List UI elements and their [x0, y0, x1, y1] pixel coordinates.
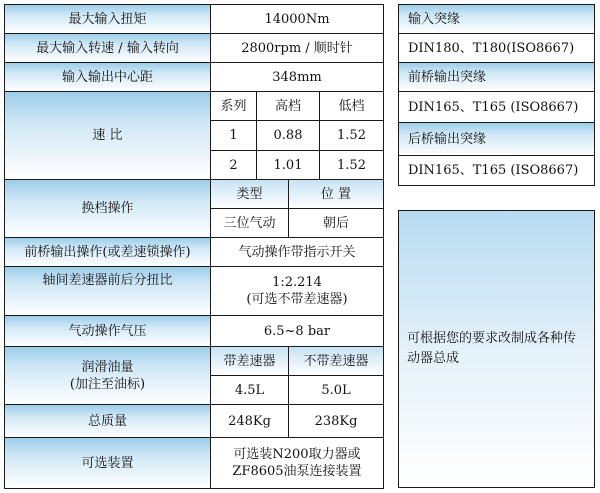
oil-label-line2: (加注至油标) [69, 376, 146, 392]
options-line1: 可选装N200取力器或 [233, 447, 361, 462]
ratio-header-high: 高档 [256, 91, 320, 121]
ratio-row2-low: 1.52 [319, 150, 384, 180]
ratio-row1-series: 1 [210, 120, 257, 151]
shift-label: 换档操作 [4, 179, 211, 238]
rear-output-flange-label: 后桥输出突缘 [398, 122, 595, 156]
ratio-row2-high: 1.01 [256, 150, 320, 180]
custom-note-box [398, 210, 595, 488]
shift-header-position: 位 置 [288, 179, 384, 209]
center-distance-value: 348mm [210, 62, 384, 92]
torque-split-label: 轴间差速器前后分扭比 [4, 266, 211, 316]
oil-header-with-diff: 带差速器 [210, 346, 289, 376]
oil-label [4, 346, 211, 405]
oil-without-diff-value: 5.0L [288, 375, 384, 405]
ratio-header-low: 低档 [319, 91, 384, 121]
torque-split-option: (可选不带差速器) [246, 292, 348, 307]
front-axle-op-value: 气动操作带指示开关 [210, 237, 384, 267]
front-output-flange-label: 前桥输出突缘 [398, 62, 595, 92]
ratio-header-series: 系列 [210, 91, 257, 121]
ratio-row1-high: 0.88 [256, 120, 320, 151]
max-speed-value: 2800rpm / 顺时针 [210, 33, 384, 63]
rear-output-flange-value: DIN165、T165 (ISO8667) [398, 155, 595, 186]
options-line2: ZF8605油泵连接装置 [232, 464, 362, 479]
mass-without-diff-value: 238Kg [288, 404, 384, 438]
options-value [210, 437, 384, 489]
torque-split-value [210, 266, 384, 316]
input-flange-value: DIN180、T180(ISO8667) [398, 33, 595, 63]
mass-with-diff-value: 248Kg [210, 404, 289, 438]
ratio-label: 速 比 [4, 91, 211, 180]
air-pressure-value: 6.5~8 bar [210, 315, 384, 347]
max-speed-label: 最大输入转速 / 输入转向 [4, 33, 211, 63]
ratio-row2-series: 2 [210, 150, 257, 180]
input-flange-label: 输入突缘 [398, 4, 595, 34]
shift-header-type: 类型 [210, 179, 289, 209]
mass-label: 总质量 [4, 404, 211, 438]
center-distance-label: 输入输出中心距 [4, 62, 211, 92]
air-pressure-label: 气动操作气压 [4, 315, 211, 347]
max-torque-value: 14000Nm [210, 4, 384, 34]
oil-label-line1: 润滑油量 [81, 359, 134, 375]
front-output-flange-value: DIN165、T165 (ISO8667) [398, 91, 595, 123]
max-torque-label: 最大输入扭矩 [4, 4, 211, 34]
custom-note-text: 可根据您的要求改制成各种传动器总成 [407, 331, 577, 366]
torque-split-ratio: 1:2.214 [272, 275, 322, 290]
options-label: 可选装置 [4, 437, 211, 489]
front-axle-op-label: 前桥输出操作(或差速锁操作) [4, 237, 211, 267]
ratio-row1-low: 1.52 [319, 120, 384, 151]
oil-header-without-diff: 不带差速器 [288, 346, 384, 376]
oil-with-diff-value: 4.5L [210, 375, 289, 405]
shift-type-value: 三位气动 [210, 208, 289, 238]
shift-position-value: 朝后 [288, 208, 384, 238]
